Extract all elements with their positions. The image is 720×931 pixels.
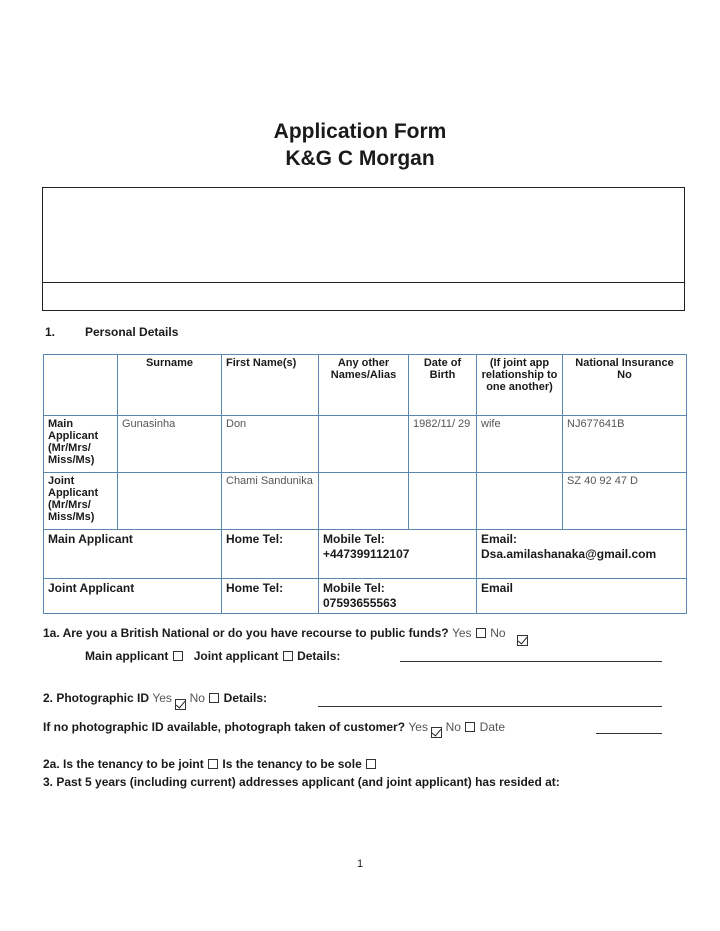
question-2-photo-date-label: Date <box>479 720 506 734</box>
question-3: 3. Past 5 years (including current) addresses applicant (and joint applicant) has resided at: <box>43 775 560 789</box>
contact-main-home-tel[interactable]: Home Tel: <box>222 530 319 579</box>
question-2-photo <box>43 720 505 734</box>
joint-surname[interactable] <box>118 473 222 530</box>
joint-alias[interactable] <box>319 473 409 530</box>
question-2-yes-checkbox-ticked[interactable] <box>175 699 186 710</box>
contact-joint-email-cell[interactable] <box>477 579 687 614</box>
main-applicant-label: Main Applicant (Mr/Mrs/ Miss/Ms) <box>44 416 118 473</box>
question-2-photo-date-line[interactable] <box>596 733 662 734</box>
form-title: Application Form <box>273 120 447 143</box>
question-2a-joint-checkbox[interactable] <box>208 759 218 769</box>
question-2-text: 2. Photographic ID <box>43 691 150 705</box>
question-2a-sole-text: Is the tenancy to be sole <box>222 757 362 771</box>
question-1a-yes-checkbox[interactable] <box>476 628 486 638</box>
question-1a <box>43 626 528 640</box>
contact-joint-label: Joint Applicant <box>44 579 222 614</box>
contact-joint-mobile-cell[interactable] <box>319 579 477 614</box>
header-box-divider <box>43 282 684 283</box>
contact-row-joint <box>44 579 687 614</box>
main-alias[interactable] <box>319 416 409 473</box>
question-2-no-checkbox[interactable] <box>209 693 219 703</box>
table-row-main <box>44 416 687 473</box>
header-box <box>42 187 685 311</box>
main-relationship[interactable]: wife <box>477 416 563 473</box>
question-1a-details-line[interactable] <box>400 661 662 662</box>
contact-main-mobile-value: +447399112107 <box>323 547 410 561</box>
question-2-photo-no-label: No <box>445 720 461 734</box>
header-blank-cell <box>44 355 118 416</box>
page-number: 1 <box>356 858 364 870</box>
form-subtitle: K&G C Morgan <box>285 147 435 170</box>
question-2a-sole-checkbox[interactable] <box>366 759 376 769</box>
main-ni[interactable]: NJ677641B <box>563 416 687 473</box>
question-1a-text: 1a. Are you a British National or do you have recourse to public funds? <box>43 626 449 640</box>
question-2 <box>43 691 267 705</box>
section-number: 1. <box>45 325 56 339</box>
question-2-photo-text: If no photographic ID available, photograph taken of customer? <box>43 720 406 734</box>
table-row-joint <box>44 473 687 530</box>
question-2-photo-yes-checkbox-ticked[interactable] <box>431 727 442 738</box>
header-first-name: First Name(s) <box>222 355 319 416</box>
contact-joint-email-label: Email <box>481 581 514 595</box>
contact-main-email-label: Email: <box>481 532 518 546</box>
question-2-no-label: No <box>189 691 205 705</box>
header-surname: Surname <box>118 355 222 416</box>
question-2-details-label: Details: <box>223 691 268 705</box>
section-heading <box>45 325 178 339</box>
contact-main-label: Main Applicant <box>44 530 222 579</box>
main-surname[interactable]: Gunasinha <box>118 416 222 473</box>
header-ni: National Insurance No <box>563 355 687 416</box>
question-2-photo-no-checkbox[interactable] <box>465 722 475 732</box>
question-2-details-line[interactable] <box>318 706 662 707</box>
contact-main-mobile-cell[interactable] <box>319 530 477 579</box>
header-dob: Date of Birth <box>409 355 477 416</box>
question-2a <box>43 757 377 771</box>
contact-main-email-cell[interactable] <box>477 530 687 579</box>
section-title: Personal Details <box>85 325 179 339</box>
joint-ni[interactable]: SZ 40 92 47 D <box>563 473 687 530</box>
question-1a-main-checkbox[interactable] <box>173 651 183 661</box>
contact-joint-home-tel[interactable]: Home Tel: <box>222 579 319 614</box>
joint-first-name[interactable]: Chami Sandunika <box>222 473 319 530</box>
question-1a-details-label: Details: <box>297 649 341 663</box>
contact-main-mobile-label: Mobile Tel: <box>323 532 385 546</box>
question-2a-joint-text: 2a. Is the tenancy to be joint <box>43 757 204 771</box>
question-2-yes-label: Yes <box>152 691 172 705</box>
header-relationship: (If joint app relationship to one another) <box>477 355 563 416</box>
question-1a-no-label: No <box>490 626 506 640</box>
table-header-row <box>44 355 687 416</box>
joint-dob[interactable] <box>409 473 477 530</box>
contact-row-main <box>44 530 687 579</box>
personal-details-table <box>43 354 687 614</box>
joint-relationship[interactable] <box>477 473 563 530</box>
joint-applicant-label: Joint Applicant (Mr/Mrs/ Miss/Ms) <box>44 473 118 530</box>
question-1a-applicants <box>85 649 340 663</box>
contact-joint-mobile-label: Mobile Tel: <box>323 581 385 595</box>
question-1a-joint-label: Joint applicant <box>193 649 279 663</box>
contact-main-email-value: Dsa.amilashanaka@gmail.com <box>481 547 657 561</box>
question-1a-yes-label: Yes <box>451 626 472 640</box>
question-1a-no-checkbox-ticked[interactable] <box>517 635 528 646</box>
contact-joint-mobile-value: 07593655563 <box>323 596 397 610</box>
question-2-photo-yes-label: Yes <box>408 720 428 734</box>
main-dob[interactable]: 1982/11/ 29 <box>409 416 477 473</box>
question-1a-joint-checkbox[interactable] <box>283 651 293 661</box>
question-1a-main-label: Main applicant <box>85 649 169 663</box>
header-alias: Any other Names/Alias <box>319 355 409 416</box>
main-first-name[interactable]: Don <box>222 416 319 473</box>
